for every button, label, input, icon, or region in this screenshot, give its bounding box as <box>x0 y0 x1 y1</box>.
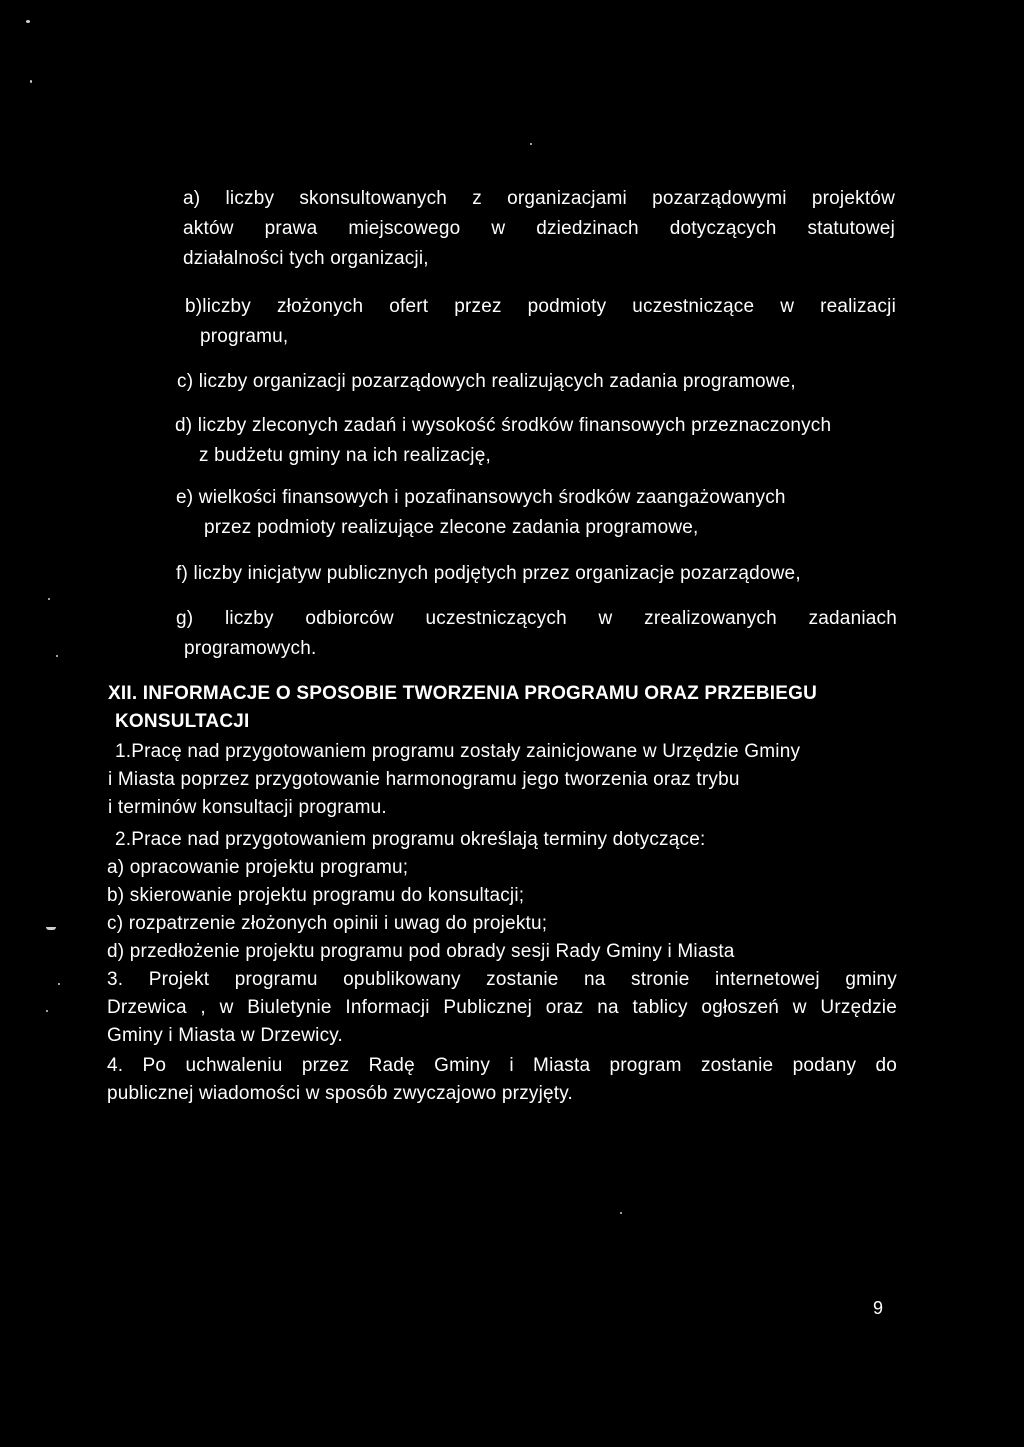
point-3-line-2: Drzewica , w Biuletynie Informacji Publicznej oraz na tablicy ogłoszeń w Urzędzie <box>107 997 897 1018</box>
scan-speck <box>46 927 56 930</box>
point-1-line-2: i Miasta poprzez przygotowanie harmonogramu jego tworzenia oraz trybu <box>108 769 740 790</box>
list-item-e-line-1: e) wielkości finansowych i pozafinansowych środków zaangażowanych <box>176 487 786 508</box>
scan-speck <box>48 598 50 600</box>
scan-speck <box>30 80 32 83</box>
point-4-line-2: publicznej wiadomości w sposób zwyczajowo przyjęty. <box>107 1083 574 1104</box>
point-2-intro: 2.Prace nad przygotowaniem programu określają terminy dotyczące: <box>115 829 706 850</box>
scan-speck <box>56 655 58 657</box>
list-item-g-line-1: g) liczby odbiorców uczestniczących w zrealizowanych zadaniach <box>176 608 897 629</box>
scan-speck <box>530 143 532 145</box>
point-2-item-a: a) opracowanie projektu programu; <box>107 857 409 878</box>
list-item-e-line-2: przez podmioty realizujące zlecone zadania programowe, <box>204 517 699 538</box>
list-item-a-line-2: aktów prawa miejscowego w dziedzinach dotyczących statutowej <box>183 218 895 239</box>
list-item-b-line-2: programu, <box>200 326 289 347</box>
list-item-d-line-1: d) liczby zleconych zadań i wysokość środków finansowych przeznaczonych <box>175 415 832 436</box>
point-1-line-3: i terminów konsultacji programu. <box>108 797 387 818</box>
list-item-a-line-1: a) liczby skonsultowanych z organizacjami pozarządowymi projektów <box>183 188 895 209</box>
section-heading-line-2: KONSULTACJI <box>115 711 250 732</box>
point-2-item-d: d) przedłożenie projektu programu pod obrady sesji Rady Gminy i Miasta <box>107 941 735 962</box>
list-item-d-line-2: z budżetu gminy na ich realizację, <box>199 445 491 466</box>
list-item-b-line-1: b)liczby złożonych ofert przez podmioty uczestniczące w realizacji <box>185 296 896 317</box>
list-item-a-line-3: działalności tych organizacji, <box>183 248 429 269</box>
page-number: 9 <box>873 1298 884 1318</box>
point-3-line-3: Gminy i Miasta w Drzewicy. <box>107 1025 344 1046</box>
scan-speck <box>26 20 30 23</box>
point-4-line-1: 4. Po uchwaleniu przez Radę Gminy i Miasta program zostanie podany do <box>107 1055 897 1076</box>
list-item-c: c) liczby organizacji pozarządowych realizujących zadania programowe, <box>177 371 796 392</box>
point-2-item-b: b) skierowanie projektu programu do konsultacji; <box>107 885 525 906</box>
scan-speck <box>620 1212 622 1214</box>
scan-speck <box>46 1010 48 1012</box>
point-1-line-1: 1.Pracę nad przygotowaniem programu zostały zainicjowane w Urzędzie Gminy <box>115 741 801 762</box>
point-3-line-1: 3. Projekt programu opublikowany zostanie na stronie internetowej gminy <box>107 969 897 990</box>
list-item-g-line-2: programowych. <box>184 638 317 659</box>
point-2-item-c: c) rozpatrzenie złożonych opinii i uwag do projektu; <box>107 913 548 934</box>
list-item-f: f) liczby inicjatyw publicznych podjętych przez organizacje pozarządowe, <box>176 563 801 584</box>
scan-speck <box>58 983 60 985</box>
section-heading-line-1: XII. INFORMACJE O SPOSOBIE TWORZENIA PROGRAMU ORAZ PRZEBIEGU <box>108 683 818 704</box>
